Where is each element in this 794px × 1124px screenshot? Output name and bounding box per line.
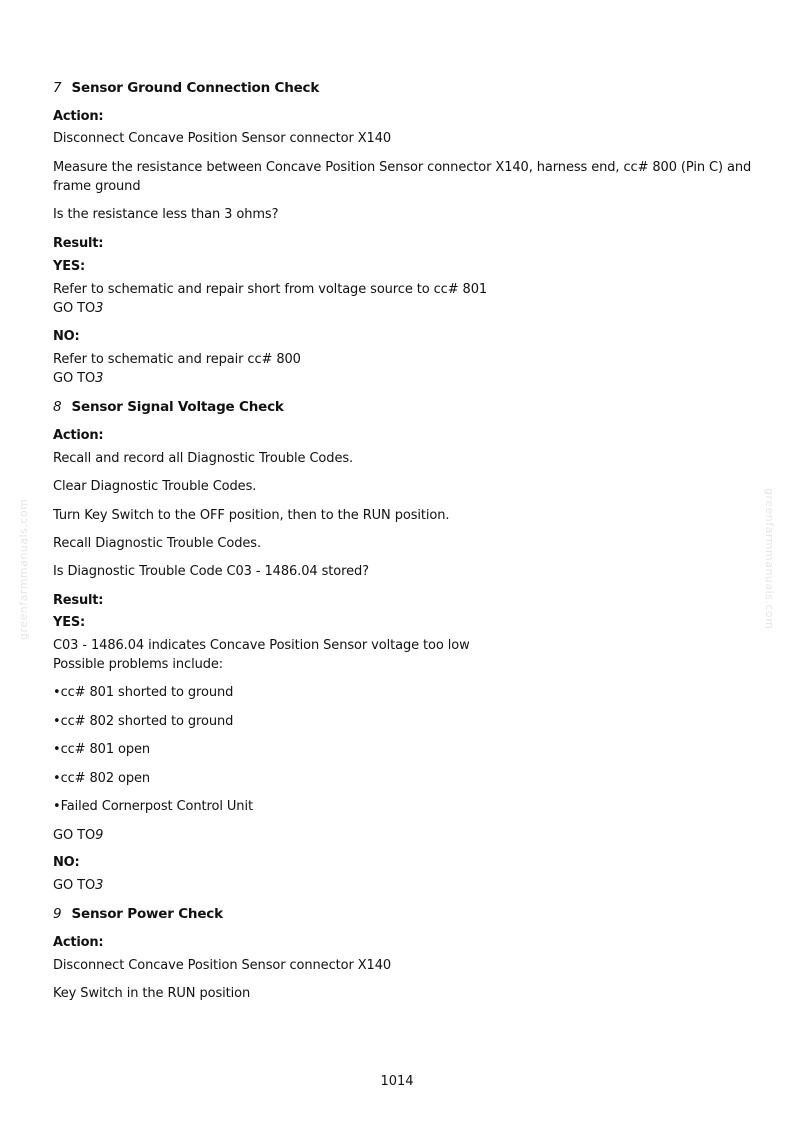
step-title: Sensor Signal Voltage Check [71,399,284,415]
step-8-heading [53,399,284,415]
goto-line [53,878,103,894]
yes-label: YES: [53,259,86,274]
step-title: Sensor Power Check [71,906,223,922]
goto-step-link[interactable]: 3 [95,878,104,893]
yes-text: C03 - 1486.04 indicates Concave Position Sensor voltage too low [53,638,470,653]
action-question: Is Diagnostic Trouble Code C03 - 1486.04 stored? [53,564,369,579]
goto-text: GO TO [53,371,96,386]
action-text: Recall Diagnostic Trouble Codes. [53,536,261,551]
step-number: 7 [53,80,62,96]
step-number: 9 [53,906,62,922]
goto-line [53,371,103,387]
step-9-heading [53,906,223,922]
list-item: •cc# 801 shorted to ground [53,685,234,700]
action-label: Action: [53,109,104,124]
list-item: •cc# 801 open [53,742,151,757]
goto-line [53,301,103,317]
step-number: 8 [53,399,62,415]
goto-line [53,828,103,844]
action-text: Clear Diagnostic Trouble Codes. [53,479,257,494]
watermark-left: greenfarmmanuals.com [17,498,30,640]
goto-text: GO TO [53,301,96,316]
list-item: •Failed Cornerpost Control Unit [53,799,253,814]
action-text: Disconnect Concave Position Sensor connector X140 [53,958,392,973]
action-text: Disconnect Concave Position Sensor connector X140 [53,131,392,146]
step-7-heading [53,80,319,96]
watermark-right: greenfarmmanuals.com [763,488,776,630]
no-text: Refer to schematic and repair cc# 800 [53,352,301,367]
step-title: Sensor Ground Connection Check [71,80,320,96]
result-label: Result: [53,236,104,251]
yes-label: YES: [53,615,86,630]
action-label: Action: [53,935,104,950]
yes-text: Possible problems include: [53,657,224,672]
action-label: Action: [53,428,104,443]
yes-text: Refer to schematic and repair short from voltage source to cc# 801 [53,282,488,297]
action-question: Is the resistance less than 3 ohms? [53,207,279,222]
goto-step-link[interactable]: 9 [95,828,104,843]
list-item: •cc# 802 open [53,771,151,786]
action-text: Key Switch in the RUN position [53,986,251,1001]
result-label: Result: [53,593,104,608]
no-label: NO: [53,329,80,344]
list-item: •cc# 802 shorted to ground [53,714,234,729]
goto-text: GO TO [53,828,96,843]
goto-text: GO TO [53,878,96,893]
action-text: Recall and record all Diagnostic Trouble Codes. [53,451,354,466]
goto-step-link[interactable]: 3 [95,371,104,386]
page-number: 1014 [380,1074,414,1089]
no-label: NO: [53,855,80,870]
goto-step-link[interactable]: 3 [95,301,104,316]
action-text: Turn Key Switch to the OFF position, then to the RUN position. [53,508,450,523]
action-text: Measure the resistance between Concave Position Sensor connector X140, harness end, cc# 800 (Pin C) and frame ground [53,160,752,194]
